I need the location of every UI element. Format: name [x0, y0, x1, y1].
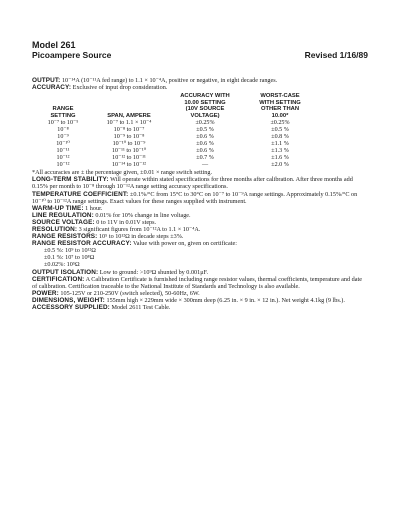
table-footnote: *All accuracies are ± the percentage given, ±0.01 × range switch setting. — [32, 169, 213, 177]
spec-label: OUTPUT ISOLATION: — [32, 268, 99, 276]
spec-label: RANGE RESISTOR ACCURACY: — [32, 240, 132, 248]
spec-dimensions-weight — [32, 297, 368, 304]
spec-value: Value with power on, given on certificate: — [133, 240, 237, 248]
spec-label: ACCURACY: — [32, 84, 72, 92]
spec-output-isolation — [32, 269, 368, 276]
spec-output — [32, 77, 368, 84]
table-row: 10⁻¹¹ 10⁻¹¹ to 10⁻¹⁰ ±0.6 % ±1.3 % — [56, 147, 289, 154]
spec-label: ACCESSORY SUPPLIED: — [32, 304, 110, 311]
table-row: 10⁻⁸ 10⁻⁸ to 10⁻⁷ ±0.5 % ±0.5 % — [57, 126, 289, 133]
spec-label: DIMENSIONS, WEIGHT: — [32, 296, 105, 304]
spec-value: Low to ground: >10⁹Ω shunted by 0.001μF. — [99, 268, 209, 276]
spec-label: CERTIFICATION: — [32, 275, 85, 283]
table-header-row — [32, 93, 314, 119]
spec-source-voltage — [32, 219, 368, 226]
spec-value: 10⁻¹⁴A (10⁻¹¹A fed range) to 1.1 × 10⁻⁴A, positive or negative, in eight decade ranges. — [61, 77, 278, 84]
header-worst-case: WORST-CASE WITH SETTING OTHER THAN 10.00* — [259, 93, 301, 119]
title-row — [32, 50, 368, 60]
spec-accuracy — [32, 84, 368, 91]
spec-sheet — [32, 40, 368, 311]
spec-value: A Calibration Certificate is furnished including range resistor values, thermal coefficients, temperature and date of calibration. Certification traceable to the National Institute of Standards and Technology is also available. — [32, 275, 362, 290]
spec-body — [32, 77, 368, 311]
spec-temperature-coefficient — [32, 191, 368, 205]
spec-value: 0.01% for 10% change in line voltage. — [95, 211, 191, 219]
spec-value: Exclusive of input drop consideration. — [72, 84, 168, 92]
spec-value: ±0.1%/°C from 15°C to 30°C on 10⁻⁷ to 10⁻⁹A range settings. Approximately 0.15%/°C on 10⁻¹⁰ to 10⁻¹²A range settings. Exact values for these ranges supplied with instrument. — [32, 190, 358, 205]
spec-value: 10⁵ to 10¹²Ω in decade steps ±3%. — [98, 233, 184, 241]
spec-power — [32, 290, 368, 297]
spec-value: Will operate within stated specifications for three months after calibration. After three months add 0.15% per month to 10⁻⁸ through 10⁻¹²A range setting accuracy specifications. — [32, 176, 353, 191]
header-range: RANGE SETTING — [50, 106, 76, 119]
spec-label: POWER: — [32, 289, 59, 297]
spec-label: RESOLUTION: — [32, 225, 78, 233]
spec-value: 105-125V or 210-250V (switch selected), 50-60Hz, 6W. — [60, 289, 200, 297]
product-title: Picoampere Source — [32, 50, 112, 60]
resistor-accuracy-line: ±0.02%: 10⁵Ω — [44, 261, 80, 269]
spec-certification — [32, 276, 368, 290]
spec-value: 3 significant figures from 10⁻¹²A to 1.1 × 10⁻⁴A. — [78, 225, 201, 233]
spec-line-regulation — [32, 212, 368, 219]
spec-value: 0 to 11V in 0.01V steps. — [96, 218, 157, 226]
spec-label: LINE REGULATION: — [32, 211, 94, 219]
spec-label: LONG-TERM STABILITY: — [32, 176, 109, 184]
header-span: SPAN, AMPERE — [107, 112, 151, 119]
table-row: 10⁻¹² 10⁻¹⁴ to 10⁻¹² — ±2.0 % — [56, 162, 289, 169]
spec-label: RANGE RESISTORS: — [32, 233, 98, 241]
spec-long-term-stability — [32, 176, 368, 190]
spec-accessory-supplied — [32, 304, 368, 311]
spec-resolution — [32, 226, 368, 233]
header-accuracy: ACCURACY WITH 10.00 SETTING (10V SOURCE VOLTAGE) — [180, 93, 230, 119]
accuracy-table — [32, 93, 314, 169]
spec-value: Model 2611 Test Cable. — [111, 304, 171, 311]
spec-label: TEMPERATURE COEFFICIENT: — [32, 190, 129, 198]
table-row: 10⁻⁷ to 10⁻⁵ 10⁻⁷ to 1.1 × 10⁻⁴ ±0.25% ±0.25% — [47, 119, 290, 126]
resistor-accuracy-line: ±0.5 %: 10⁹ to 10¹²Ω — [44, 247, 96, 255]
table-row: 10⁻⁹ 10⁻⁹ to 10⁻⁸ ±0.6 % ±0.8 % — [57, 133, 289, 140]
spec-range-resistor-accuracy — [32, 240, 368, 247]
spec-warm-up-time — [32, 205, 368, 212]
revision-date: Revised 1/16/89 — [304, 50, 368, 60]
model-number: Model 261 — [32, 40, 76, 50]
spec-label: OUTPUT: — [32, 77, 61, 84]
table-row: 10⁻¹² 10⁻¹² to 10⁻¹¹ ±0.7 % ±1.6 % — [56, 155, 289, 162]
spec-value: 155mm high × 229mm wide × 300mm deep (6.25 in. × 9 in. × 12 in.). Net weight 4.1kg (9 lbs.). — [106, 296, 345, 304]
resistor-accuracy-line: ±0.1 %: 10⁷ to 10⁸Ω — [44, 254, 95, 262]
spec-label: SOURCE VOLTAGE: — [32, 218, 95, 226]
spec-label: WARM-UP TIME: — [32, 204, 84, 212]
table-row: 10⁻¹⁰ 10⁻¹⁰ to 10⁻⁹ ±0.6 % ±1.1 % — [56, 140, 289, 147]
spec-range-resistors — [32, 233, 368, 240]
spec-value: 1 hour. — [85, 204, 103, 212]
